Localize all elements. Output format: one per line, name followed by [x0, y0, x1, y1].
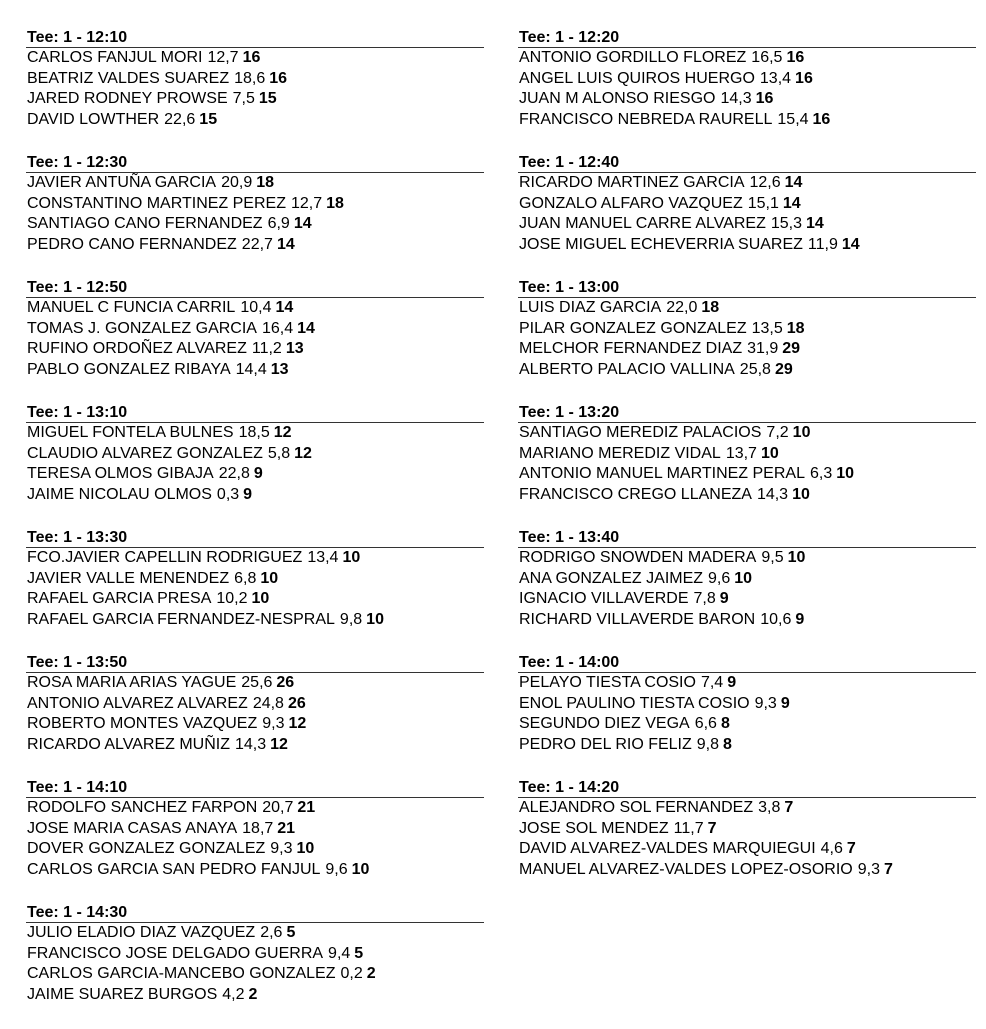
player-handicap: 18,6: [234, 69, 266, 87]
tee-group-header: Tee: 1 - 14:00: [518, 654, 976, 673]
player-points: 18: [701, 299, 720, 316]
player-points: 15: [199, 110, 218, 128]
player-row: [518, 360, 976, 381]
player-row: [518, 610, 976, 631]
player-points: 7: [707, 819, 717, 837]
player-handicap: 22,7: [241, 235, 273, 253]
player-points: 18: [256, 174, 275, 191]
player-name: FRANCISCO CREGO LLANEZA: [519, 485, 752, 503]
player-row: [518, 194, 976, 215]
player-row: [518, 235, 976, 256]
tee-group-header: Tee: 1 - 12:50: [26, 279, 484, 298]
groups-row: [26, 654, 976, 779]
player-row: [26, 985, 484, 1006]
player-points: 14: [782, 194, 801, 212]
player-handicap: 24,8: [252, 694, 284, 712]
tee-group-header: Tee: 1 - 14:30: [26, 904, 484, 923]
player-name: PILAR GONZALEZ GONZALEZ: [519, 319, 747, 337]
player-handicap: 31,9: [747, 340, 779, 357]
player-row: [26, 485, 484, 506]
player-handicap: 7,4: [700, 674, 724, 691]
player-row: [26, 610, 484, 631]
player-row: [26, 110, 484, 131]
player-handicap: 20,9: [221, 174, 253, 191]
tee-group: [518, 529, 976, 654]
player-handicap: 11,2: [251, 340, 282, 357]
player-points: 14: [841, 235, 860, 253]
tee-group: [518, 29, 976, 154]
player-row: [26, 819, 484, 840]
player-row: [518, 319, 976, 340]
player-points: 10: [296, 840, 315, 857]
player-handicap: 10,2: [216, 590, 248, 607]
player-points: 14: [806, 215, 824, 232]
player-handicap: 6,6: [694, 715, 717, 732]
player-row: [518, 444, 976, 465]
player-row: [518, 798, 976, 819]
player-name: MANUEL ALVAREZ-VALDES LOPEZ-OSORIO: [519, 860, 853, 878]
player-name: SANTIAGO MEREDIZ PALACIOS: [519, 424, 762, 441]
groups-row: [26, 279, 976, 404]
player-points: 16: [242, 49, 261, 66]
player-name: RUFINO ORDOÑEZ ALVAREZ: [27, 340, 247, 357]
player-points: 9: [719, 590, 729, 607]
player-name: ALEJANDRO SOL FERNANDEZ: [519, 799, 754, 816]
player-name: FRANCISCO JOSE DELGADO GUERRA: [27, 944, 324, 962]
player-handicap: 15,3: [770, 215, 803, 232]
player-name: JAVIER VALLE MENENDEZ: [27, 569, 230, 587]
player-handicap: 16,5: [751, 49, 783, 66]
player-name: RICHARD VILLAVERDE BARON: [519, 610, 756, 628]
player-points: 10: [787, 549, 806, 566]
player-name: JARED RODNEY PROWSE: [27, 90, 228, 107]
player-row: [26, 298, 484, 319]
player-name: RAFAEL GARCIA PRESA: [27, 590, 212, 607]
player-handicap: 14,3: [720, 90, 752, 107]
player-row: [518, 110, 976, 131]
player-points: 2: [248, 985, 258, 1003]
player-row: [518, 735, 976, 756]
player-points: 9: [727, 674, 737, 691]
player-row: [518, 298, 976, 319]
player-name: ENOL PAULINO TIESTA COSIO: [519, 694, 750, 712]
player-handicap: 0,3: [216, 485, 240, 503]
player-name: JAIME NICOLAU OLMOS: [27, 485, 212, 503]
player-points: 18: [786, 319, 805, 337]
player-points: 16: [812, 110, 831, 128]
player-name: TERESA OLMOS GIBAJA: [27, 465, 214, 482]
player-name: CARLOS GARCIA-MANCEBO GONZALEZ: [27, 965, 336, 982]
player-name: JOSE MIGUEL ECHEVERRIA SUAREZ: [519, 235, 803, 253]
tee-group: [518, 654, 976, 779]
player-points: 14: [276, 235, 295, 253]
player-row: [518, 819, 976, 840]
player-name: CLAUDIO ALVAREZ GONZALEZ: [27, 444, 263, 462]
player-handicap: 7,8: [693, 590, 716, 607]
player-name: CARLOS FANJUL MORI: [27, 49, 203, 66]
tee-group: [26, 279, 484, 404]
player-points: 7: [846, 840, 856, 857]
player-row: [518, 339, 976, 360]
player-handicap: 22,0: [666, 299, 698, 316]
player-row: [26, 339, 484, 360]
player-points: 8: [723, 735, 732, 753]
player-handicap: 25,8: [739, 360, 771, 378]
player-name: TOMAS J. GONZALEZ GARCIA: [27, 319, 257, 337]
player-points: 10: [836, 465, 855, 482]
player-row: [26, 69, 484, 90]
player-name: CARLOS GARCIA SAN PEDRO FANJUL: [27, 860, 321, 878]
player-points: 8: [720, 715, 730, 732]
groups-row: [26, 779, 976, 904]
player-handicap: 9,8: [339, 610, 363, 628]
player-points: 10: [251, 590, 270, 607]
player-name: BEATRIZ VALDES SUAREZ: [27, 69, 230, 87]
player-name: LUIS DIAZ GARCIA: [519, 299, 662, 316]
player-points: 9: [243, 485, 253, 503]
player-handicap: 12,7: [207, 49, 239, 66]
player-row: [518, 860, 976, 881]
player-row: [26, 194, 484, 215]
tee-group: [518, 279, 976, 404]
player-handicap: 11,9: [807, 235, 838, 253]
player-handicap: 15,1: [747, 194, 779, 212]
player-row: [26, 589, 484, 610]
player-handicap: 9,3: [262, 715, 285, 732]
player-handicap: 3,8: [758, 799, 781, 816]
tee-group: [26, 904, 484, 1029]
player-row: [518, 839, 976, 860]
player-name: RODOLFO SANCHEZ FARPON: [27, 799, 258, 816]
groups-row: [26, 154, 976, 279]
player-handicap: 7,5: [232, 90, 255, 107]
player-handicap: 9,3: [754, 694, 777, 712]
player-row: [518, 69, 976, 90]
player-row: [26, 839, 484, 860]
player-points: 26: [287, 694, 306, 712]
player-name: ANA GONZALEZ JAIMEZ: [519, 569, 704, 587]
player-handicap: 20,7: [262, 799, 294, 816]
player-name: JOSE SOL MENDEZ: [519, 819, 669, 837]
player-points: 9: [780, 694, 790, 712]
player-points: 21: [277, 819, 296, 837]
player-points: 9: [253, 465, 263, 482]
player-points: 13: [270, 360, 289, 378]
player-row: [26, 214, 484, 235]
player-name: JAIME SUAREZ BURGOS: [27, 985, 218, 1003]
player-points: 12: [288, 715, 307, 732]
player-row: [518, 464, 976, 485]
player-name: FRANCISCO NEBREDA RAURELL: [519, 110, 773, 128]
player-handicap: 9,3: [270, 840, 293, 857]
player-name: PABLO GONZALEZ RIBAYA: [27, 360, 231, 378]
player-handicap: 9,6: [325, 860, 348, 878]
player-name: ANTONIO MANUEL MARTINEZ PERAL: [519, 465, 805, 482]
player-name: DAVID LOWTHER: [27, 110, 160, 128]
player-points: 15: [258, 90, 277, 107]
player-row: [26, 319, 484, 340]
groups-row: [26, 904, 976, 1029]
player-name: RODRIGO SNOWDEN MADERA: [519, 549, 757, 566]
player-name: JOSE MARIA CASAS ANAYA: [27, 819, 238, 837]
groups-row: [26, 529, 976, 654]
player-points: 16: [786, 49, 805, 66]
player-handicap: 13,5: [751, 319, 783, 337]
player-points: 29: [774, 360, 793, 378]
tee-group-header: Tee: 1 - 13:30: [26, 529, 484, 548]
player-name: ALBERTO PALACIO VALLINA: [519, 360, 735, 378]
tee-group: [26, 29, 484, 154]
player-handicap: 12,6: [749, 174, 781, 191]
player-row: [518, 694, 976, 715]
player-row: [518, 569, 976, 590]
player-row: [518, 48, 976, 69]
player-handicap: 14,3: [234, 735, 267, 753]
player-handicap: 14,3: [756, 485, 789, 503]
player-handicap: 12,7: [290, 194, 323, 212]
player-row: [26, 89, 484, 110]
player-points: 10: [792, 485, 810, 503]
player-name: DOVER GONZALEZ GONZALEZ: [27, 840, 266, 857]
player-points: 12: [273, 424, 292, 441]
player-points: 2: [366, 965, 376, 982]
player-points: 13: [285, 340, 304, 357]
player-row: [26, 48, 484, 69]
player-row: [26, 735, 484, 756]
player-name: DAVID ALVAREZ-VALDES MARQUIEGUI: [519, 840, 816, 857]
player-name: ROBERTO MONTES VAZQUEZ: [27, 715, 258, 732]
player-row: [26, 173, 484, 194]
player-name: MIGUEL FONTELA BULNES: [27, 424, 234, 441]
player-row: [26, 714, 484, 735]
player-handicap: 9,4: [328, 944, 351, 962]
player-row: [518, 673, 976, 694]
player-points: 14: [293, 215, 312, 232]
player-name: CONSTANTINO MARTINEZ PEREZ: [27, 194, 286, 212]
player-row: [518, 173, 976, 194]
player-handicap: 11,7: [673, 819, 704, 837]
tee-group-header: Tee: 1 - 14:20: [518, 779, 976, 798]
player-name: ANTONIO GORDILLO FLOREZ: [519, 49, 747, 66]
tee-group: [26, 154, 484, 279]
player-row: [26, 444, 484, 465]
player-row: [518, 548, 976, 569]
player-points: 5: [354, 944, 364, 962]
player-row: [26, 569, 484, 590]
player-handicap: 25,6: [241, 674, 273, 691]
player-points: 7: [784, 799, 794, 816]
tee-group-header: Tee: 1 - 13:20: [518, 404, 976, 423]
player-name: RAFAEL GARCIA FERNANDEZ-NESPRAL: [27, 610, 335, 628]
player-name: SEGUNDO DIEZ VEGA: [519, 715, 690, 732]
player-name: FCO.JAVIER CAPELLIN RODRIGUEZ: [27, 549, 303, 566]
player-name: MELCHOR FERNANDEZ DIAZ: [519, 340, 743, 357]
player-row: [26, 673, 484, 694]
player-handicap: 0,2: [340, 965, 363, 982]
player-handicap: 18,7: [242, 819, 274, 837]
player-name: PEDRO DEL RIO FELIZ: [519, 735, 692, 753]
player-points: 12: [270, 735, 288, 753]
player-handicap: 9,8: [696, 735, 720, 753]
groups-row: [26, 29, 976, 154]
player-points: 10: [734, 569, 753, 587]
tee-times-sheet: [26, 29, 976, 1029]
player-name: MARIANO MEREDIZ VIDAL: [519, 444, 721, 462]
player-row: [518, 589, 976, 610]
player-points: 9: [795, 610, 805, 628]
player-row: [518, 485, 976, 506]
player-row: [26, 923, 484, 944]
player-name: JUAN M ALONSO RIESGO: [519, 90, 716, 107]
player-points: 14: [784, 174, 803, 191]
player-handicap: 22,6: [164, 110, 196, 128]
player-handicap: 5,8: [267, 444, 291, 462]
player-name: ANGEL LUIS QUIROS HUERGO: [519, 69, 755, 87]
tee-group-header: Tee: 1 - 12:30: [26, 154, 484, 173]
player-handicap: 6,3: [809, 465, 833, 482]
tee-group-header: Tee: 1 - 13:40: [518, 529, 976, 548]
player-row: [26, 964, 484, 985]
player-row: [518, 89, 976, 110]
player-points: 10: [351, 860, 370, 878]
player-points: 29: [782, 340, 801, 357]
player-handicap: 13,7: [725, 444, 757, 462]
player-row: [26, 464, 484, 485]
player-name: RICARDO ALVAREZ MUÑIZ: [27, 735, 230, 753]
tee-group: [26, 529, 484, 654]
player-points: 7: [883, 860, 893, 878]
player-handicap: 9,3: [857, 860, 880, 878]
player-row: [26, 694, 484, 715]
tee-group-header: Tee: 1 - 13:50: [26, 654, 484, 673]
player-points: 10: [792, 424, 811, 441]
player-handicap: 14,4: [235, 360, 267, 378]
player-name: RICARDO MARTINEZ GARCIA: [519, 174, 745, 191]
player-name: JUAN MANUEL CARRE ALVAREZ: [519, 215, 766, 232]
player-points: 10: [342, 549, 361, 566]
player-points: 16: [269, 69, 288, 87]
player-name: PELAYO TIESTA COSIO: [519, 674, 696, 691]
player-handicap: 6,9: [267, 215, 290, 232]
player-points: 16: [755, 90, 774, 107]
tee-group-header: Tee: 1 - 13:00: [518, 279, 976, 298]
tee-group-header: Tee: 1 - 12:10: [26, 29, 484, 48]
player-row: [26, 423, 484, 444]
player-name: GONZALO ALFARO VAZQUEZ: [519, 194, 743, 212]
player-row: [26, 860, 484, 881]
player-points: 12: [294, 444, 312, 462]
player-name: MANUEL C FUNCIA CARRIL: [27, 299, 236, 316]
tee-group-header: Tee: 1 - 12:40: [518, 154, 976, 173]
player-handicap: 13,4: [759, 69, 792, 87]
tee-group: [26, 779, 484, 904]
player-handicap: 9,5: [761, 549, 784, 566]
player-points: 14: [275, 299, 294, 316]
player-handicap: 15,4: [777, 110, 809, 128]
player-points: 26: [276, 674, 295, 691]
player-row: [26, 798, 484, 819]
groups-row: [26, 404, 976, 529]
player-handicap: 4,2: [222, 985, 245, 1003]
player-points: 18: [326, 194, 344, 212]
player-name: SANTIAGO CANO FERNANDEZ: [27, 215, 263, 232]
player-row: [518, 214, 976, 235]
player-handicap: 10,4: [240, 299, 272, 316]
player-points: 21: [297, 799, 316, 816]
player-handicap: 16,4: [261, 319, 294, 337]
tee-group: [518, 779, 976, 904]
tee-group: [518, 154, 976, 279]
player-handicap: 9,6: [708, 569, 731, 587]
player-handicap: 18,5: [238, 424, 270, 441]
player-row: [26, 235, 484, 256]
player-handicap: 7,2: [766, 424, 789, 441]
tee-group-header: Tee: 1 - 13:10: [26, 404, 484, 423]
player-handicap: 6,8: [234, 569, 257, 587]
player-name: JAVIER ANTUÑA GARCIA: [27, 174, 217, 191]
player-name: IGNACIO VILLAVERDE: [519, 590, 689, 607]
player-name: ANTONIO ALVAREZ ALVAREZ: [27, 694, 248, 712]
player-points: 10: [760, 444, 779, 462]
tee-group: [518, 404, 976, 529]
tee-group-header: Tee: 1 - 12:20: [518, 29, 976, 48]
player-handicap: 10,6: [760, 610, 792, 628]
player-name: PEDRO CANO FERNANDEZ: [27, 235, 237, 253]
player-points: 16: [795, 69, 813, 87]
player-name: JULIO ELADIO DIAZ VAZQUEZ: [27, 924, 256, 941]
tee-group: [26, 404, 484, 529]
player-handicap: 2,6: [260, 924, 283, 941]
player-row: [26, 548, 484, 569]
player-points: 10: [260, 569, 279, 587]
player-handicap: 22,8: [218, 465, 250, 482]
player-row: [518, 714, 976, 735]
player-points: 10: [366, 610, 384, 628]
player-name: ROSA MARIA ARIAS YAGUE: [27, 674, 237, 691]
tee-group-header: Tee: 1 - 14:10: [26, 779, 484, 798]
tee-group: [26, 654, 484, 779]
player-points: 5: [286, 924, 296, 941]
player-row: [26, 944, 484, 965]
player-row: [26, 360, 484, 381]
player-row: [518, 423, 976, 444]
player-points: 14: [297, 319, 315, 337]
player-handicap: 4,6: [820, 840, 843, 857]
player-handicap: 13,4: [307, 549, 339, 566]
